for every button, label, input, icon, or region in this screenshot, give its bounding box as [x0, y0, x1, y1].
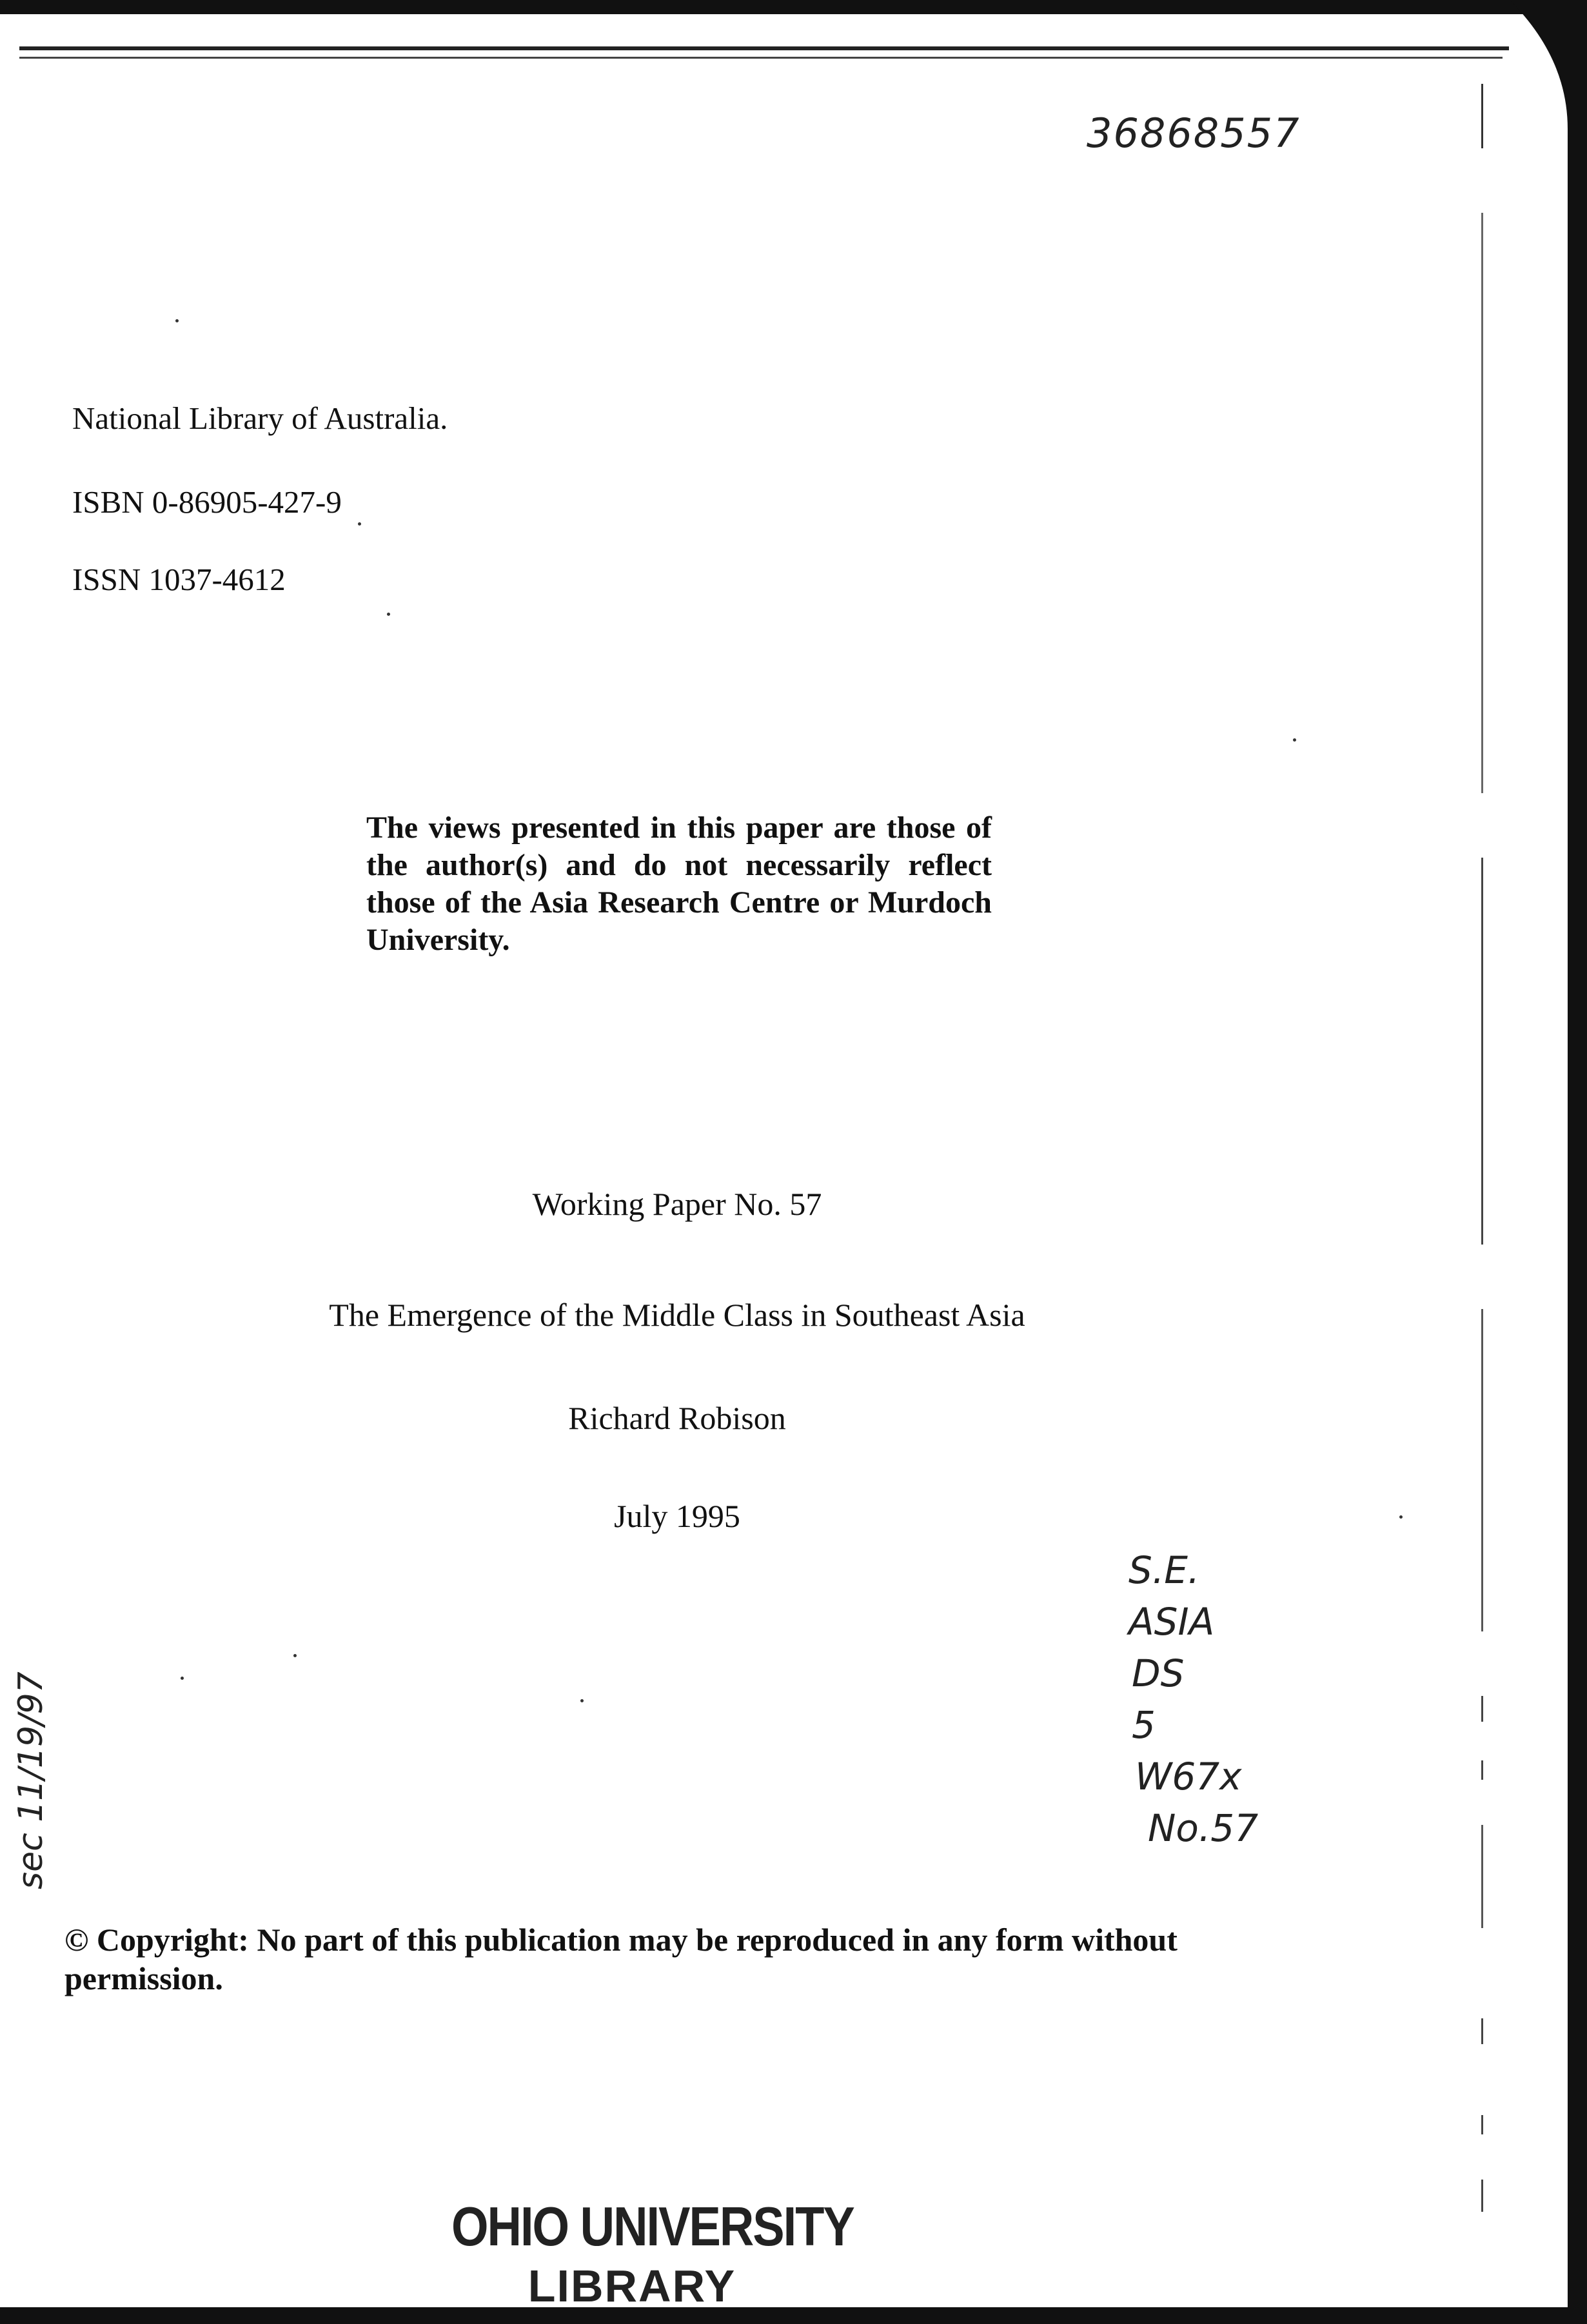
scan-speck	[387, 613, 390, 616]
scan-speck	[358, 522, 361, 526]
call-number-line: DS	[1132, 1651, 1185, 1695]
copyright-text: © Copyright: No part of this publication may be reproduced in any form without permission.	[64, 1922, 1178, 1996]
library-name: National Library of Australia.	[72, 400, 448, 436]
call-number-line: No.57	[1148, 1806, 1259, 1850]
isbn: ISBN 0-86905-427-9	[72, 484, 342, 520]
scan-speck	[181, 1677, 184, 1680]
scan-corner-shadow	[1471, 0, 1587, 2324]
stamp-line-2: LIBRARY	[527, 2261, 736, 2311]
scan-top-border	[0, 0, 1587, 14]
scan-top-rule	[19, 46, 1509, 50]
disclaimer-text: The views presented in this paper are those of the author(s) and do not necessarily reflect those of the Asia Research Centre or Murdoch University.	[366, 811, 992, 957]
call-number-line: W67x	[1135, 1755, 1242, 1798]
scan-speck	[1399, 1515, 1403, 1519]
copyright-notice	[64, 1920, 1290, 1998]
disclaimer	[366, 809, 992, 959]
call-number-line: S.E.	[1129, 1548, 1200, 1592]
working-paper-number: Working Paper No. 57	[532, 1186, 822, 1222]
call-number-line: 5	[1132, 1703, 1156, 1747]
paper-author: Richard Robison	[568, 1400, 786, 1436]
paper-date: July 1995	[614, 1498, 740, 1534]
scan-right-edge	[1481, 84, 1484, 2302]
scan-speck	[580, 1699, 584, 1702]
issn: ISSN 1037-4612	[72, 562, 286, 597]
scan-speck	[1293, 738, 1296, 742]
library-stamp	[451, 2195, 854, 2312]
handwritten-accession-number: 36868557	[1087, 110, 1301, 157]
handwritten-call-number	[1122, 1544, 1258, 1854]
scan-speck	[293, 1654, 297, 1657]
call-number-line: ASIA	[1129, 1600, 1215, 1644]
stamp-line-1: OHIO UNIVERSITY	[451, 2195, 854, 2258]
handwritten-side-note: sec 11/19/97	[12, 1671, 50, 1889]
scan-top-rule-secondary	[19, 57, 1503, 59]
paper-title: The Emergence of the Middle Class in Southeast Asia	[329, 1297, 1025, 1333]
scan-speck	[175, 319, 179, 322]
